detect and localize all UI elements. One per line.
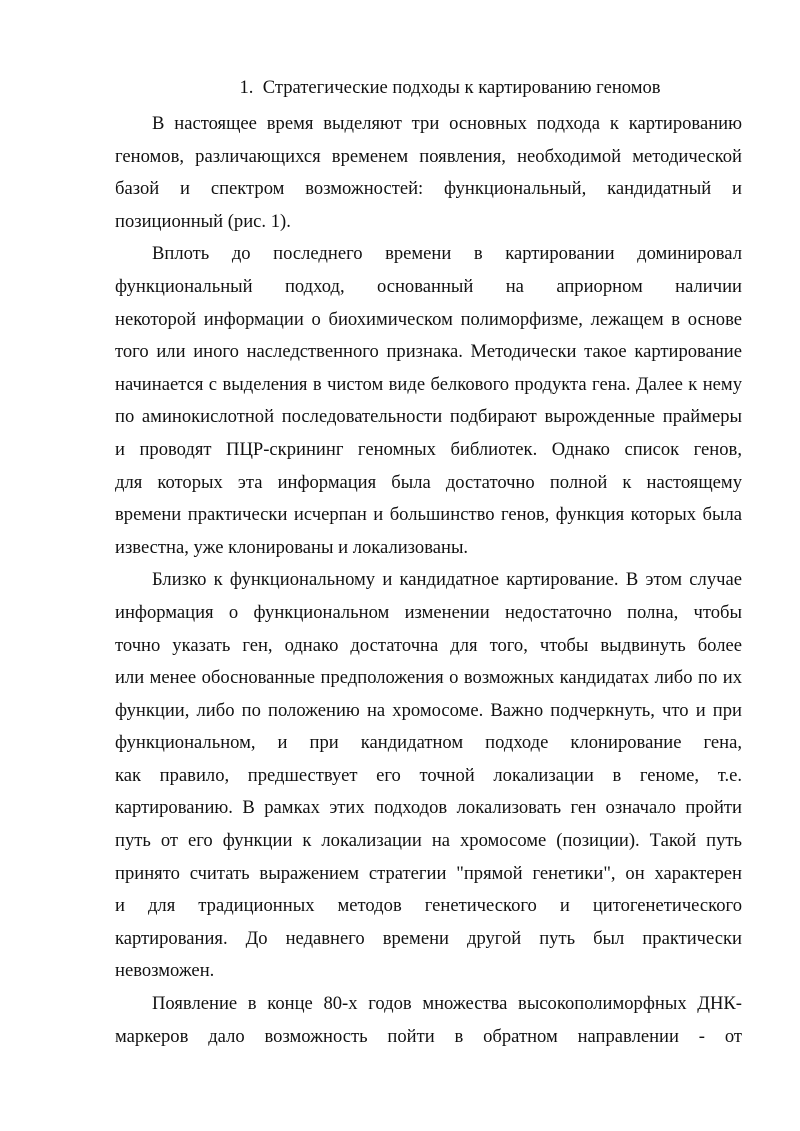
paragraph-1 <box>115 108 742 238</box>
text-line: Близко к функциональному и кандидатное картирование. В этом случае <box>152 569 742 591</box>
paragraph-2 <box>115 238 742 564</box>
text-line: путь от его функции к локализации на хромосоме (позиции). Такой путь <box>115 830 742 852</box>
heading-number: 1. <box>239 77 254 98</box>
text-line: функциональный подход, основанный на априорном наличии <box>115 275 742 297</box>
text-line: начинается с выделения в чистом виде белкового продукта гена. Далее к нему <box>115 373 742 395</box>
text-line: позиционный (рис. 1). <box>115 210 291 232</box>
text-line: картирования. До недавнего времени другой путь был практически <box>115 927 742 949</box>
text-line: некоторой информации о биохимическом полиморфизме, лежащем в основе <box>115 308 742 330</box>
heading-title: Стратегические подходы к картированию геномов <box>262 77 661 98</box>
text-line: известна, уже клонированы и локализованы. <box>115 536 469 558</box>
section-heading <box>0 76 800 100</box>
paragraph-4 <box>115 988 742 1053</box>
text-line: для которых эта информация была достаточно полной к настоящему <box>115 471 742 493</box>
text-line: Появление в конце 80-х годов множества высокополиморфных ДНК- <box>152 993 742 1015</box>
text-line: невозможен. <box>115 960 215 982</box>
text-line: и для традиционных методов генетического и цитогенетического <box>115 895 742 917</box>
text-line: информация о функциональном изменении недостаточно полна, чтобы <box>115 601 742 623</box>
text-line: того или иного наследственного признака. Методически такое картирование <box>115 341 742 363</box>
document-body <box>115 108 742 1053</box>
text-line: по аминокислотной последовательности подбирают вырожденные праймеры <box>115 406 742 428</box>
text-line: принято считать выражением стратегии "прямой генетики", он характерен <box>115 862 742 884</box>
text-line: функции, либо по положению на хромосоме. Важно подчеркнуть, что и при <box>115 699 742 721</box>
paragraph-3 <box>115 564 742 988</box>
text-line: базой и спектром возможностей: функциональный, кандидатный и <box>115 178 742 200</box>
text-line: или менее обоснованные предположения о возможных кандидатах либо по их <box>115 667 742 689</box>
text-line: точно указать ген, однако достаточна для того, чтобы выдвинуть более <box>115 634 742 656</box>
text-line: функциональном, и при кандидатном подходе клонирование гена, <box>115 732 742 754</box>
text-line: геномов, различающихся временем появления, необходимой методической <box>115 145 742 167</box>
text-line: маркеров дало возможность пойти в обратном направлении - от <box>115 1025 742 1047</box>
text-line: времени практически исчерпан и большинство генов, функция которых была <box>115 504 742 526</box>
text-line: Вплоть до последнего времени в картировании доминировал <box>152 243 742 265</box>
text-line: и проводят ПЦР-скрининг геномных библиотек. Однако список генов, <box>115 438 742 460</box>
text-line: картированию. В рамках этих подходов локализовать ген означало пройти <box>115 797 742 819</box>
text-line: В настоящее время выделяют три основных подхода к картированию <box>152 113 742 134</box>
text-line: как правило, предшествует его точной локализации в геноме, т.е. <box>115 764 742 786</box>
